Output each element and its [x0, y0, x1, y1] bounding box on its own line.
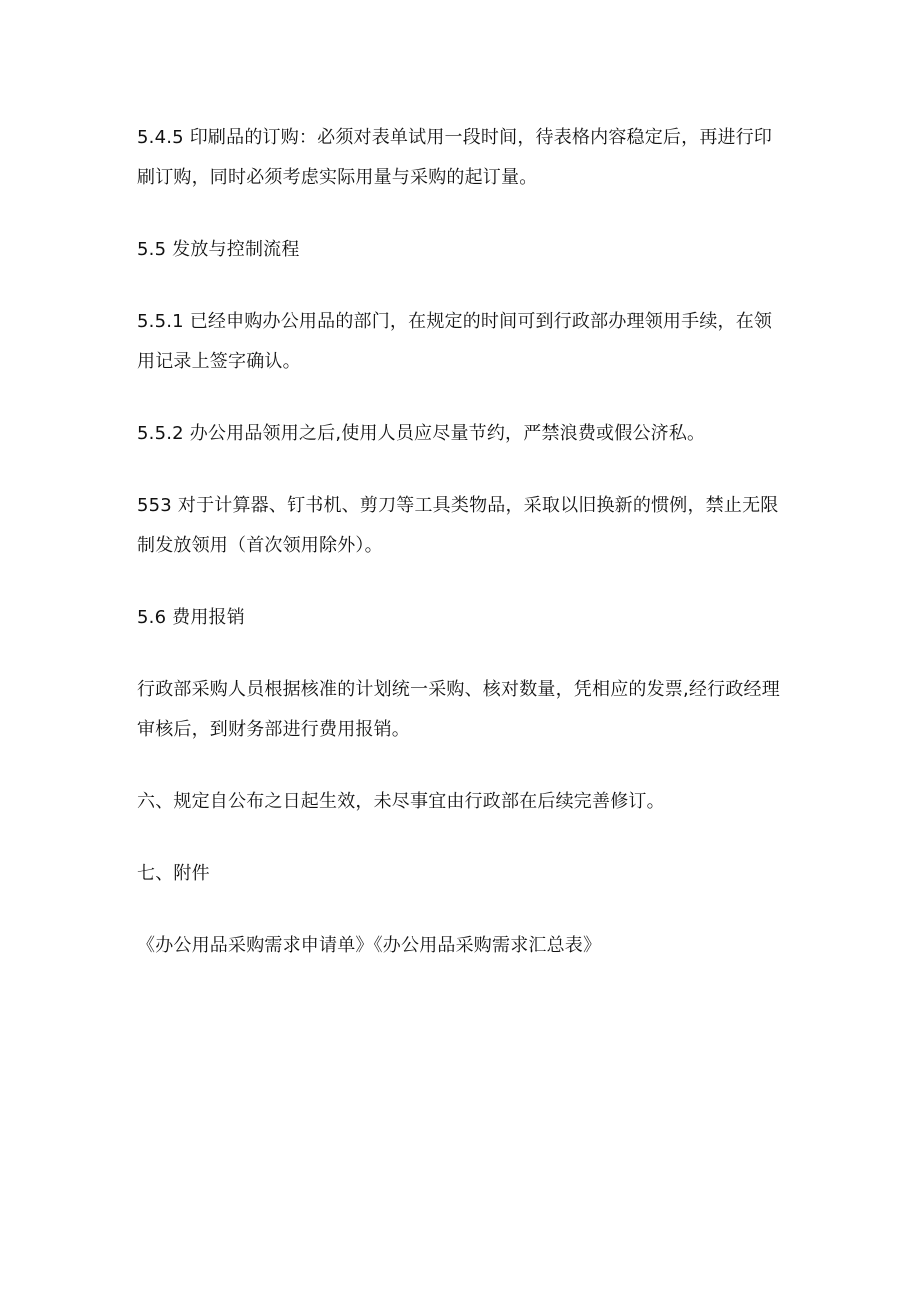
- clause-5-5-2: 5.5.2 办公用品领用之后,使用人员应尽量节约，严禁浪费或假公济私。: [137, 423, 706, 444]
- section-5-6-heading: 5.6 费用报销: [137, 607, 245, 628]
- document-body: [137, 118, 787, 998]
- clause-5-5-1: 5.5.1 已经申购办公用品的部门，在规定的时间可到行政部办理领用手续，在领用记录上签字确认。: [137, 311, 773, 372]
- clause-5-4-5: 5.4.5 印刷品的订购：必须对表单试用一段时间，待表格内容稳定后，再进行印刷订购，同时必须考虑实际用量与采购的起订量。: [137, 127, 773, 188]
- section-5-5-heading: 5.5 发放与控制流程: [137, 239, 300, 260]
- expense-reimbursement-paragraph: 行政部采购人员根据核准的计划统一采购、核对数量，凭相应的发票,经行政经理审核后，到财务部进行费用报销。: [137, 679, 780, 740]
- attachments-list: 《办公用品采购需求申请单》《办公用品采购需求汇总表》: [137, 935, 602, 956]
- clause-5-5-3: 553 对于计算器、钉书机、剪刀等工具类物品，采取以旧换新的惯例，禁止无限制发放领用（首次领用除外）。: [137, 495, 779, 556]
- attachments-heading: 七、附件: [137, 863, 210, 884]
- effective-date-paragraph: 六、规定自公布之日起生效，未尽事宜由行政部在后续完善修订。: [137, 791, 665, 812]
